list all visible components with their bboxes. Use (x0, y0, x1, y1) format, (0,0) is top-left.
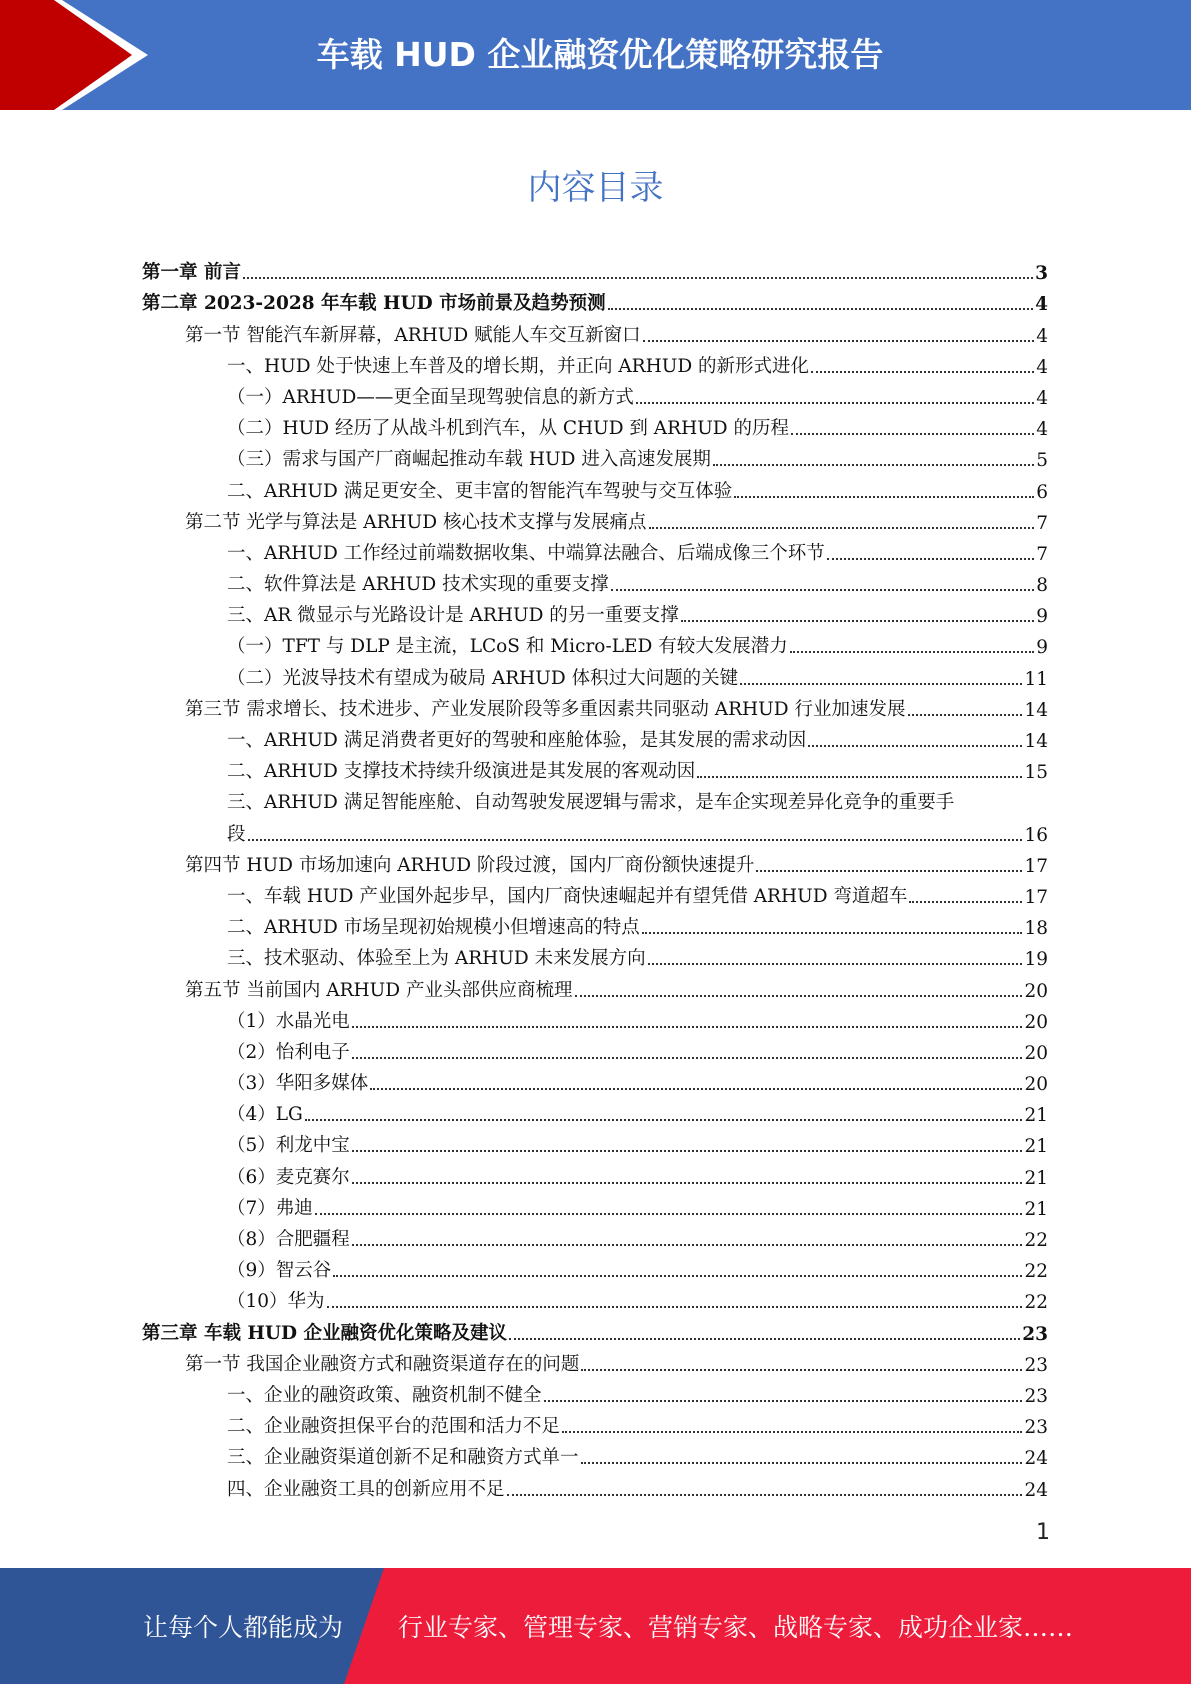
toc-entry[interactable] (142, 1220, 1048, 1251)
toc-entry-page: 9 (1036, 606, 1048, 628)
toc-leader-dots (827, 558, 1034, 560)
toc-entry-label: （一）ARHUD——更全面呈现驾驶信息的新方式 (227, 386, 634, 408)
toc-entry-label: （4）LG (227, 1104, 303, 1126)
toc-entry[interactable] (142, 1407, 1048, 1438)
toc-leader-dots (734, 496, 1034, 498)
toc-entry-label: 一、HUD 处于快速上车普及的增长期，并正向 ARHUD 的新形式进化 (227, 355, 810, 377)
toc-entry[interactable] (142, 1469, 1048, 1500)
toc-entry-label: （9）智云谷 (227, 1260, 332, 1282)
toc-entry-label: 第三节 需求增长、技术进步、产业发展阶段等多重因素共同驱动 ARHUD 行业加速发展 (185, 698, 906, 720)
toc-entry-label: 一、企业的融资政策、融资机制不健全 (227, 1384, 542, 1406)
toc-entry-page: 14 (1024, 731, 1048, 752)
toc-entry-page: 17 (1024, 855, 1048, 877)
toc-entry-page: 7 (1036, 543, 1048, 565)
toc-entry-label: 三、AR 微显示与光路设计是 ARHUD 的另一重要支撑 (227, 605, 679, 627)
toc-entry-page: 21 (1024, 1167, 1048, 1189)
toc-leader-dots (681, 620, 1034, 622)
toc-leader-dots (352, 1150, 1023, 1152)
footer-slogan-left: 让每个人都能成为 (143, 1613, 344, 1642)
toc-entry-label: 第一章 前言 (142, 262, 241, 284)
toc-entry-label: 一、ARHUD 满足消费者更好的驾驶和座舱体验，是其发展的需求动因 (227, 730, 807, 751)
toc-entry[interactable] (142, 1095, 1048, 1126)
toc-leader-dots (648, 963, 1023, 965)
toc-entry-label: （10）华为 (227, 1291, 325, 1313)
toc-leader-dots (509, 1338, 1020, 1340)
toc-entry-page: 4 (1036, 419, 1048, 441)
toc-leader-dots (352, 1026, 1023, 1028)
toc-entry-page: 4 (1036, 325, 1048, 347)
toc-entry-label: （3）华阳多媒体 (227, 1073, 369, 1095)
toc-entry[interactable] (142, 1438, 1048, 1469)
table-of-contents (142, 253, 1048, 1501)
toc-leader-dots (608, 308, 1034, 310)
toc-entry[interactable] (142, 440, 1048, 471)
toc-entry-page: 4 (1036, 356, 1048, 378)
toc-leader-dots (643, 340, 1035, 342)
toc-entry-page: 4 (1036, 387, 1048, 409)
toc-entry-page: 11 (1024, 668, 1048, 690)
toc-leader-dots (352, 1182, 1023, 1184)
toc-entry[interactable] (142, 877, 1048, 908)
toc-entry-page: 23 (1024, 1417, 1048, 1439)
toc-entry-label: 第二节 光学与算法是 ARHUD 核心技术支撑与发展痛点 (185, 511, 647, 533)
toc-entry-label: （5）利龙中宝 (227, 1135, 350, 1157)
toc-entry-page: 3 (1035, 263, 1048, 285)
toc-entry-label: （6）麦克赛尔 (227, 1166, 350, 1188)
toc-entry-label: 第四节 HUD 市场加速向 ARHUD 阶段过渡，国内厂商份额快速提升 (185, 854, 755, 876)
toc-entry[interactable] (142, 1313, 1048, 1344)
toc-entry-wrapped-first-line[interactable] (142, 783, 1048, 814)
toc-leader-dots (790, 651, 1035, 653)
toc-entry[interactable] (142, 1126, 1048, 1157)
toc-entry[interactable] (142, 1376, 1048, 1407)
toc-entry[interactable] (142, 752, 1048, 783)
toc-entry[interactable] (142, 471, 1048, 502)
toc-entry-label: 三、ARHUD 满足智能座舱、自动驾驶发展逻辑与需求，是车企实现差异化竞争的重要手 (227, 792, 955, 814)
toc-entry-label: 二、ARHUD 市场呈现初始规模小但增速高的特点 (227, 917, 640, 939)
toc-entry[interactable] (142, 627, 1048, 658)
toc-leader-dots (649, 527, 1035, 529)
toc-entry-page: 22 (1024, 1261, 1048, 1283)
toc-entry-label: 三、企业融资渠道创新不足和融资方式单一 (227, 1447, 579, 1469)
toc-leader-dots (315, 1213, 1023, 1215)
toc-entry-page: 16 (1024, 824, 1048, 846)
toc-leader-dots (248, 839, 1023, 841)
toc-leader-dots (507, 1494, 1023, 1496)
toc-entry-label: 一、ARHUD 工作经过前端数据收集、中端算法融合、后端成像三个环节 (227, 542, 825, 564)
toc-entry-page: 5 (1036, 450, 1048, 472)
toc-entry[interactable] (142, 1251, 1048, 1282)
toc-entry-continuation[interactable] (142, 814, 1048, 845)
toc-entry-label: （2）怡利电子 (227, 1041, 350, 1063)
toc-leader-dots (908, 714, 1023, 716)
toc-entry-label: 二、企业融资担保平台的范围和活力不足 (227, 1416, 561, 1438)
toc-entry[interactable] (142, 658, 1048, 689)
toc-leader-dots (636, 402, 1034, 404)
toc-title: 内容目录 (527, 168, 664, 208)
toc-entry[interactable] (142, 1282, 1048, 1313)
toc-entry[interactable] (142, 690, 1048, 721)
toc-entry-label: 三、技术驱动、体验至上为 ARHUD 未来发展方向 (227, 948, 646, 970)
toc-entry[interactable] (142, 970, 1048, 1001)
toc-entry-page: 21 (1024, 1136, 1048, 1158)
toc-entry-label: 第二章 2023-2028 年车载 HUD 市场前景及趋势预测 (142, 293, 606, 315)
toc-leader-dots (697, 776, 1022, 778)
toc-entry[interactable] (142, 908, 1048, 939)
toc-entry[interactable] (142, 1002, 1048, 1033)
toc-entry-label: （7）弗迪 (227, 1197, 313, 1219)
toc-entry[interactable] (142, 1189, 1048, 1220)
toc-entry-label: 第一节 我国企业融资方式和融资渠道存在的问题 (185, 1353, 580, 1375)
toc-entry-page: 22 (1024, 1230, 1048, 1251)
toc-entry[interactable] (142, 347, 1048, 378)
toc-entry[interactable] (142, 409, 1048, 440)
toc-leader-dots (808, 745, 1022, 747)
toc-entry-page: 9 (1036, 637, 1048, 659)
toc-entry-label: （三）需求与国产厂商崛起推动车载 HUD 进入高速发展期 (227, 449, 711, 471)
toc-leader-dots (581, 1462, 1023, 1464)
page-footer (0, 1568, 1191, 1684)
toc-leader-dots (333, 1275, 1022, 1277)
toc-leader-dots (352, 1057, 1023, 1059)
toc-entry-page: 23 (1024, 1354, 1048, 1376)
toc-entry-page: 14 (1024, 699, 1048, 721)
toc-entry-page: 8 (1036, 575, 1048, 597)
toc-entry[interactable] (142, 846, 1048, 877)
toc-entry-page: 19 (1024, 949, 1048, 971)
toc-entry-label: （二）HUD 经历了从战斗机到汽车，从 CHUD 到 ARHUD 的历程 (227, 418, 790, 440)
toc-entry[interactable] (142, 503, 1048, 534)
page-header (0, 0, 1191, 110)
toc-entry-label: 二、ARHUD 满足更安全、更丰富的智能汽车驾驶与交互体验 (227, 480, 733, 502)
toc-entry-label: （一）TFT 与 DLP 是主流，LCoS 和 Micro-LED 有较大发展潜力 (227, 636, 788, 658)
toc-leader-dots (642, 932, 1023, 934)
toc-entry-page: 20 (1024, 980, 1048, 1002)
toc-entry-page: 23 (1024, 1385, 1048, 1407)
toc-leader-dots (791, 433, 1034, 435)
toc-entry[interactable] (142, 315, 1048, 346)
report-title: 车载 HUD 企业融资优化策略研究报告 (316, 34, 884, 74)
toc-entry-page: 23 (1022, 1323, 1048, 1345)
toc-entry[interactable] (142, 721, 1048, 752)
toc-leader-dots (713, 464, 1034, 466)
toc-entry-page: 15 (1024, 762, 1048, 784)
toc-entry-page: 24 (1024, 1479, 1048, 1501)
toc-leader-dots (581, 1369, 1022, 1371)
toc-entry[interactable] (142, 534, 1048, 565)
toc-entry[interactable] (142, 1345, 1048, 1376)
toc-entry[interactable] (142, 253, 1048, 284)
toc-entry-page: 21 (1024, 1198, 1048, 1220)
page-number: 1 (1036, 1520, 1050, 1545)
toc-entry-label: 四、企业融资工具的创新应用不足 (227, 1478, 505, 1500)
toc-entry-page: 18 (1024, 918, 1048, 940)
toc-entry-label: 一、车载 HUD 产业国外起步早，国内厂商快速崛起并有望凭借 ARHUD 弯道超车 (227, 885, 908, 907)
toc-entry-page: 20 (1024, 1011, 1048, 1033)
toc-leader-dots (243, 277, 1033, 279)
toc-leader-dots (811, 371, 1034, 373)
toc-leader-dots (740, 683, 1022, 685)
toc-leader-dots (611, 589, 1035, 591)
toc-entry-label: 第一节 智能汽车新屏幕，ARHUD 赋能人车交互新窗口 (185, 324, 641, 346)
toc-entry-page: 20 (1024, 1074, 1048, 1096)
footer-slogan-right: 行业专家、管理专家、营销专家、战略专家、成功企业家…… (398, 1613, 1074, 1642)
toc-leader-dots (575, 995, 1023, 997)
toc-entry-page: 7 (1036, 512, 1048, 534)
toc-leader-dots (909, 901, 1022, 903)
toc-entry-label: 二、ARHUD 支撑技术持续升级演进是其发展的客观动因 (227, 761, 696, 783)
toc-entry-label: 二、软件算法是 ARHUD 技术实现的重要支撑 (227, 574, 609, 596)
toc-entry-label-continuation: 段 (227, 823, 246, 845)
toc-entry[interactable] (142, 378, 1048, 409)
toc-entry[interactable] (142, 1157, 1048, 1188)
toc-leader-dots (370, 1088, 1022, 1090)
toc-leader-dots (756, 870, 1022, 872)
toc-entry[interactable] (142, 284, 1048, 315)
toc-entry[interactable] (142, 565, 1048, 596)
toc-leader-dots (544, 1400, 1023, 1402)
toc-entry-page: 21 (1024, 1105, 1048, 1127)
toc-entry-page: 17 (1024, 886, 1048, 908)
toc-entry[interactable] (142, 1033, 1048, 1064)
toc-entry-label: （1）水晶光电 (227, 1010, 350, 1032)
toc-leader-dots (327, 1306, 1023, 1308)
toc-entry-label: （二）光波导技术有望成为破局 ARHUD 体积过大问题的关键 (227, 667, 739, 689)
toc-entry-label: 第五节 当前国内 ARHUD 产业头部供应商梳理 (185, 979, 573, 1001)
toc-entry[interactable] (142, 939, 1048, 970)
toc-entry[interactable] (142, 596, 1048, 627)
toc-entry-page: 24 (1024, 1448, 1048, 1470)
toc-entry-label: 第三章 车载 HUD 企业融资优化策略及建议 (142, 1322, 507, 1344)
toc-leader-dots (562, 1431, 1022, 1433)
toc-entry[interactable] (142, 1064, 1048, 1095)
toc-entry-label: （8）合肥疆程 (227, 1229, 350, 1250)
toc-entry-page: 6 (1036, 481, 1048, 503)
toc-entry-page: 20 (1024, 1042, 1048, 1064)
toc-leader-dots (305, 1119, 1023, 1121)
toc-entry-page: 4 (1035, 294, 1048, 316)
toc-entry-page: 22 (1024, 1292, 1048, 1314)
toc-leader-dots (352, 1244, 1023, 1246)
